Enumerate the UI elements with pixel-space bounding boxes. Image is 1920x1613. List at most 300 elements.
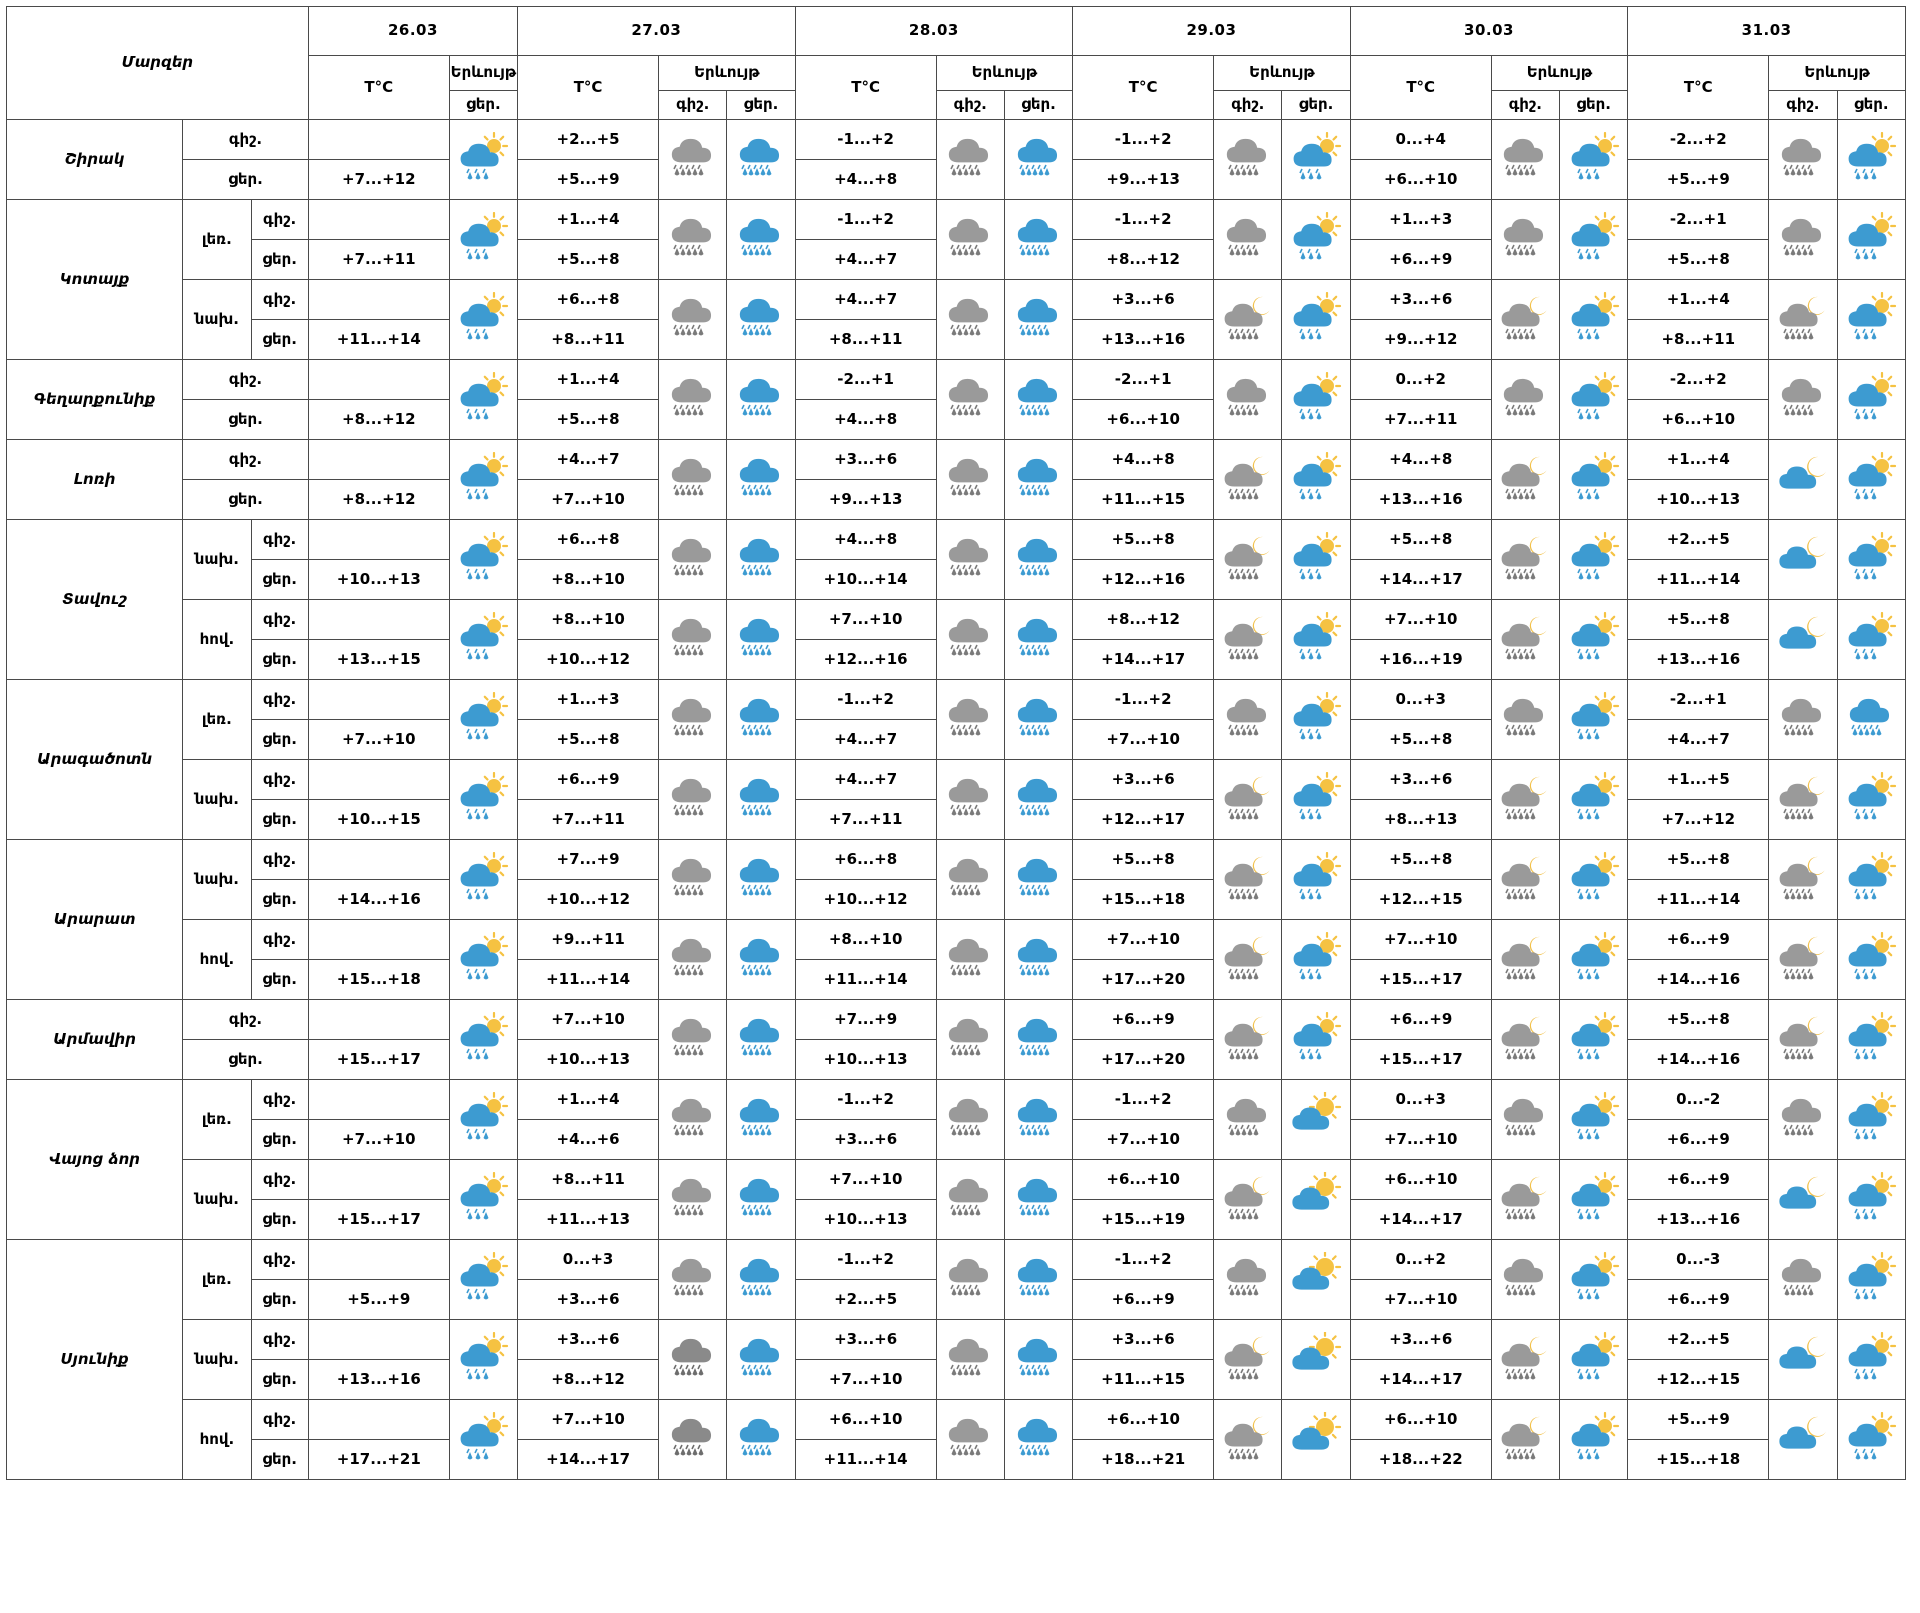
temp-cell: +8...+11	[518, 1160, 659, 1200]
moon-cloud-rain-icon	[1214, 841, 1281, 919]
sun-cloud-rain-icon	[1560, 601, 1627, 679]
weather-icon-cell-day	[1559, 920, 1627, 1000]
temp-cell: +7...+12	[308, 160, 449, 200]
weather-icon-cell	[449, 680, 517, 760]
temp-cell: +14...+16	[308, 880, 449, 920]
temp-cell: +4...+7	[795, 240, 936, 280]
temp-cell: +12...+16	[1073, 560, 1214, 600]
day-label: ցեր.	[251, 880, 308, 920]
temp-cell	[308, 1080, 449, 1120]
weather-icon-cell-day	[1004, 200, 1072, 280]
table-row	[7, 600, 1906, 640]
day-label: ցեր.	[251, 560, 308, 600]
weather-icon-cell-day	[1282, 1080, 1350, 1160]
cloud-rain-icon	[1492, 1241, 1559, 1319]
temp-cell	[308, 440, 449, 480]
cloud-rain-icon	[937, 921, 1004, 999]
day-label: ցեր.	[251, 320, 308, 360]
moon-cloud-rain-icon	[1214, 1401, 1281, 1479]
temp-cell: -2...+1	[1628, 680, 1769, 720]
cloud-rain-icon	[937, 1081, 1004, 1159]
temp-cell: +4...+6	[518, 1120, 659, 1160]
temp-cell: +15...+18	[1628, 1440, 1769, 1480]
weather-icon-cell-night	[1214, 120, 1282, 200]
weather-icon-cell-night	[1214, 600, 1282, 680]
temp-cell: 0...+2	[1350, 360, 1491, 400]
table-row	[7, 840, 1906, 880]
cloud-rain-dark-icon	[659, 1321, 726, 1399]
weather-icon-cell-night	[1491, 1000, 1559, 1080]
moon-cloud-rain-icon	[1214, 521, 1281, 599]
sun-cloud-sunny-icon	[1282, 1401, 1349, 1479]
temp-cell: +15...+19	[1073, 1200, 1214, 1240]
sun-cloud-rain-icon	[1560, 761, 1627, 839]
temp-cell: +4...+8	[795, 400, 936, 440]
weather-icon-cell-night	[1491, 360, 1559, 440]
night-label: գիշ.	[251, 280, 308, 320]
temp-cell: +14...+17	[1350, 1360, 1491, 1400]
night-label: գիշ.	[251, 920, 308, 960]
cloud-rain-blue-icon	[727, 601, 794, 679]
cloud-rain-icon	[937, 1161, 1004, 1239]
temp-cell: 0...+3	[518, 1240, 659, 1280]
temp-cell: +5...+9	[1628, 160, 1769, 200]
weather-icon-cell-night	[659, 840, 727, 920]
moon-cloud-rain-icon	[1492, 281, 1559, 359]
weather-icon-cell-night	[1491, 680, 1559, 760]
header-day-label-4: ցեր.	[1559, 91, 1627, 120]
temp-cell: +7...+10	[1350, 1280, 1491, 1320]
weather-icon-cell-day	[1282, 680, 1350, 760]
cloud-rain-icon	[659, 761, 726, 839]
region-name: Սյունիք	[7, 1240, 183, 1480]
weather-icon-cell-day	[1004, 1400, 1072, 1480]
weather-icon-cell-day	[1004, 440, 1072, 520]
weather-icon-cell-night	[936, 840, 1004, 920]
moon-cloud-rain-icon	[1492, 1321, 1559, 1399]
temp-cell: +13...+15	[308, 640, 449, 680]
weather-icon-cell-day	[1837, 360, 1905, 440]
night-label: գիշ.	[251, 200, 308, 240]
night-label: գիշ.	[251, 1320, 308, 1360]
night-label: գիշ.	[251, 520, 308, 560]
cloud-rain-blue-icon	[727, 441, 794, 519]
weather-icon-cell-day	[727, 680, 795, 760]
temp-cell	[308, 1240, 449, 1280]
temp-cell: +5...+8	[518, 400, 659, 440]
cloud-rain-icon	[937, 1001, 1004, 1079]
cloud-rain-dark-icon	[659, 1401, 726, 1479]
weather-icon-cell-day	[1004, 1160, 1072, 1240]
sun-cloud-rain-icon	[450, 441, 517, 519]
weather-icon-cell-day	[1837, 1080, 1905, 1160]
temp-cell: +7...+10	[518, 1400, 659, 1440]
weather-icon-cell-night	[1769, 760, 1837, 840]
temp-cell: +6...+8	[518, 280, 659, 320]
weather-icon-cell-night	[659, 920, 727, 1000]
temp-cell: +15...+17	[308, 1040, 449, 1080]
weather-icon-cell-night	[936, 1320, 1004, 1400]
header-night-label-5: գիշ.	[1769, 91, 1837, 120]
cloud-rain-icon	[937, 1401, 1004, 1479]
sun-cloud-rain-icon	[450, 201, 517, 279]
day-label: ցեր.	[251, 960, 308, 1000]
table-row	[7, 760, 1906, 800]
weather-icon-cell-night	[1769, 1400, 1837, 1480]
table-row	[7, 120, 1906, 160]
temp-cell: +12...+15	[1350, 880, 1491, 920]
temp-cell: +5...+9	[1628, 1400, 1769, 1440]
weather-icon-cell-day	[1282, 1240, 1350, 1320]
temp-cell: +7...+10	[795, 1160, 936, 1200]
temp-cell: +4...+8	[795, 520, 936, 560]
sun-cloud-sunny-icon	[1282, 1081, 1349, 1159]
header-row-days	[7, 7, 1906, 56]
temp-cell: +4...+8	[1350, 440, 1491, 480]
cloud-rain-icon	[1214, 1081, 1281, 1159]
table-row	[7, 440, 1906, 480]
temp-cell: +7...+10	[308, 1120, 449, 1160]
temp-cell: +8...+12	[1073, 600, 1214, 640]
temp-cell: +10...+13	[518, 1040, 659, 1080]
cloud-rain-icon	[1492, 361, 1559, 439]
weather-icon-cell-night	[936, 280, 1004, 360]
weather-icon-cell	[449, 600, 517, 680]
temp-cell	[308, 1160, 449, 1200]
weather-icon-cell	[449, 120, 517, 200]
weather-icon-cell-night	[1214, 1320, 1282, 1400]
sun-cloud-rain-icon	[1838, 1241, 1905, 1319]
header-temp-4: T°C	[1350, 56, 1491, 120]
sun-cloud-rain-icon	[1282, 1001, 1349, 1079]
temp-cell: +8...+11	[1628, 320, 1769, 360]
day-label: ցեր.	[251, 720, 308, 760]
weather-icon-cell-day	[1004, 120, 1072, 200]
cloud-rain-icon	[1492, 1081, 1559, 1159]
temp-cell: +6...+9	[1628, 1160, 1769, 1200]
temp-cell: +2...+5	[1628, 520, 1769, 560]
temp-cell: +5...+8	[1073, 840, 1214, 880]
weather-icon-cell-night	[1491, 200, 1559, 280]
cloud-rain-blue-icon	[727, 1241, 794, 1319]
sun-cloud-rain-icon	[1560, 281, 1627, 359]
temp-cell: -1...+2	[1073, 200, 1214, 240]
table-row	[7, 1320, 1906, 1360]
temp-cell: +7...+10	[1073, 920, 1214, 960]
temp-cell: +6...+9	[1628, 1120, 1769, 1160]
weather-icon-cell-night	[936, 440, 1004, 520]
temp-cell: -1...+2	[795, 680, 936, 720]
weather-icon-cell-night	[659, 520, 727, 600]
temp-cell: 0...+3	[1350, 680, 1491, 720]
temp-cell: +8...+11	[518, 320, 659, 360]
header-temp-5: T°C	[1628, 56, 1769, 120]
weather-icon-cell-day	[1282, 200, 1350, 280]
header-regions: Մարզեր	[7, 7, 309, 120]
temp-cell: -1...+2	[795, 1080, 936, 1120]
cloud-rain-blue-icon	[1005, 921, 1072, 999]
weather-icon-cell-day	[1282, 120, 1350, 200]
cloud-rain-blue-icon	[1005, 281, 1072, 359]
table-row	[7, 1400, 1906, 1440]
weather-icon-cell-day	[1004, 600, 1072, 680]
cloud-rain-icon	[659, 1161, 726, 1239]
temp-cell: +2...+5	[518, 120, 659, 160]
temp-cell: +1...+4	[518, 200, 659, 240]
night-label: գիշ.	[251, 840, 308, 880]
cloud-rain-icon	[1214, 1241, 1281, 1319]
weather-icon-cell-day	[1004, 360, 1072, 440]
night-label: գիշ.	[251, 600, 308, 640]
weather-icon-cell-night	[1769, 520, 1837, 600]
weather-icon-cell-day	[1282, 840, 1350, 920]
temp-cell: +14...+16	[1628, 960, 1769, 1000]
moon-cloud-icon	[1769, 601, 1836, 679]
temp-cell: -2...+2	[1628, 120, 1769, 160]
sun-cloud-rain-icon	[450, 601, 517, 679]
cloud-rain-icon	[659, 441, 726, 519]
cloud-rain-blue-icon	[727, 841, 794, 919]
weather-icon-cell-night	[659, 600, 727, 680]
weather-icon-cell-day	[1837, 440, 1905, 520]
weather-icon-cell-day	[1837, 1320, 1905, 1400]
temp-cell: +9...+13	[1073, 160, 1214, 200]
sun-cloud-rain-icon	[1560, 441, 1627, 519]
weather-icon-cell-night	[659, 200, 727, 280]
cloud-rain-blue-icon	[1005, 841, 1072, 919]
moon-cloud-rain-icon	[1492, 1161, 1559, 1239]
temp-cell: +13...+16	[1073, 320, 1214, 360]
cloud-rain-blue-icon	[727, 681, 794, 759]
temp-cell: +8...+11	[795, 320, 936, 360]
temp-cell: +6...+8	[518, 520, 659, 560]
cloud-rain-blue-icon	[727, 1321, 794, 1399]
weather-icon-cell-night	[1214, 1240, 1282, 1320]
sun-cloud-rain-icon	[1282, 761, 1349, 839]
weather-icon-cell-day	[1559, 1000, 1627, 1080]
weather-icon-cell-night	[659, 1400, 727, 1480]
weather-icon-cell-night	[1769, 1320, 1837, 1400]
temp-cell: +5...+8	[518, 240, 659, 280]
temp-cell: +7...+11	[308, 240, 449, 280]
weather-icon-cell	[449, 1320, 517, 1400]
sub-region-label: լեռ.	[183, 1240, 251, 1320]
temp-cell: +5...+8	[1628, 840, 1769, 880]
sun-cloud-rain-icon	[1838, 201, 1905, 279]
cloud-rain-blue-icon	[1005, 761, 1072, 839]
temp-cell	[308, 760, 449, 800]
temp-cell: +11...+14	[308, 320, 449, 360]
weather-icon-cell-day	[727, 840, 795, 920]
temp-cell: +14...+17	[1350, 560, 1491, 600]
weather-icon-cell-night	[1491, 840, 1559, 920]
moon-cloud-rain-icon	[1769, 761, 1836, 839]
weather-icon-cell	[449, 1000, 517, 1080]
header-night-label-2: գիշ.	[936, 91, 1004, 120]
sun-cloud-rain-icon	[1838, 441, 1905, 519]
cloud-rain-blue-icon	[727, 1001, 794, 1079]
temp-cell: +5...+9	[518, 160, 659, 200]
sun-cloud-rain-icon	[1560, 1241, 1627, 1319]
header-night-label-3: գիշ.	[1214, 91, 1282, 120]
temp-cell: +2...+5	[795, 1280, 936, 1320]
temp-cell: +18...+22	[1350, 1440, 1491, 1480]
sun-cloud-rain-icon	[1838, 281, 1905, 359]
cloud-rain-blue-icon	[727, 201, 794, 279]
cloud-rain-icon	[659, 521, 726, 599]
moon-cloud-rain-icon	[1769, 281, 1836, 359]
moon-cloud-rain-icon	[1214, 1161, 1281, 1239]
temp-cell: +5...+8	[1350, 520, 1491, 560]
temp-cell: -1...+2	[795, 120, 936, 160]
temp-cell: +14...+16	[1628, 1040, 1769, 1080]
table-row	[7, 680, 1906, 720]
weather-icon-cell-day	[1837, 840, 1905, 920]
temp-cell: +7...+11	[1350, 400, 1491, 440]
weather-icon-cell-night	[1214, 360, 1282, 440]
temp-cell: -2...+2	[1628, 360, 1769, 400]
temp-cell: +7...+10	[1350, 600, 1491, 640]
weather-icon-cell-day	[727, 200, 795, 280]
weather-icon-cell	[449, 200, 517, 280]
temp-cell: +7...+10	[1350, 920, 1491, 960]
sun-cloud-rain-icon	[450, 1241, 517, 1319]
cloud-rain-blue-icon	[1005, 1321, 1072, 1399]
sun-cloud-rain-icon	[1282, 841, 1349, 919]
weather-icon-cell	[449, 920, 517, 1000]
sun-cloud-rain-icon	[1560, 1321, 1627, 1399]
weather-icon-cell-night	[659, 760, 727, 840]
cloud-rain-icon	[1492, 201, 1559, 279]
moon-cloud-rain-icon	[1214, 921, 1281, 999]
temp-cell: +13...+16	[1628, 640, 1769, 680]
weather-icon-cell-night	[1214, 840, 1282, 920]
weather-icon-cell-day	[1559, 200, 1627, 280]
cloud-rain-icon	[937, 1321, 1004, 1399]
temp-cell: -1...+2	[1073, 1080, 1214, 1120]
cloud-rain-icon	[937, 201, 1004, 279]
cloud-rain-icon	[1214, 361, 1281, 439]
weather-icon-cell-day	[727, 1080, 795, 1160]
sun-cloud-rain-icon	[1838, 841, 1905, 919]
temp-cell: +7...+11	[518, 800, 659, 840]
moon-cloud-icon	[1769, 521, 1836, 599]
weather-icon-cell-day	[1559, 1160, 1627, 1240]
sun-cloud-rain-icon	[1282, 121, 1349, 199]
temp-cell: 0...+2	[1350, 1240, 1491, 1280]
cloud-rain-icon	[937, 761, 1004, 839]
temp-cell: +3...+6	[1073, 1320, 1214, 1360]
cloud-rain-icon	[937, 681, 1004, 759]
table-row	[7, 280, 1906, 320]
weather-icon-cell-night	[936, 1400, 1004, 1480]
sun-cloud-rain-icon	[450, 1161, 517, 1239]
sun-cloud-rain-icon	[450, 521, 517, 599]
cloud-rain-blue-icon	[727, 521, 794, 599]
weather-icon-cell-night	[659, 1000, 727, 1080]
header-day-label-0: ցեր.	[449, 91, 517, 120]
forecast-table	[6, 6, 1906, 1480]
temp-cell	[308, 200, 449, 240]
temp-cell: +6...+10	[795, 1400, 936, 1440]
table-header	[7, 7, 1906, 120]
header-temp-3: T°C	[1073, 56, 1214, 120]
weather-icon-cell	[449, 520, 517, 600]
night-label: գիշ.	[183, 440, 309, 480]
day-label: ցեր.	[251, 1440, 308, 1480]
temp-cell: +7...+12	[1628, 800, 1769, 840]
cloud-rain-icon	[1214, 681, 1281, 759]
day-label: ցեր.	[183, 400, 309, 440]
header-sky-4: Երևույթ	[1491, 56, 1628, 91]
temp-cell: +7...+10	[1073, 720, 1214, 760]
sub-region-label: լեռ.	[183, 680, 251, 760]
cloud-rain-icon	[659, 681, 726, 759]
temp-cell: +10...+13	[795, 1040, 936, 1080]
weather-icon-cell-day	[1559, 280, 1627, 360]
header-sky-0: Երևույթ	[449, 56, 517, 91]
cloud-rain-blue-icon	[1005, 121, 1072, 199]
temp-cell: +10...+15	[308, 800, 449, 840]
weather-icon-cell-night	[936, 600, 1004, 680]
weather-icon-cell-night	[1769, 200, 1837, 280]
weather-icon-cell	[449, 440, 517, 520]
temp-cell: -2...+1	[1073, 360, 1214, 400]
temp-cell: 0...-3	[1628, 1240, 1769, 1280]
weather-icon-cell-day	[1559, 760, 1627, 840]
temp-cell: +15...+17	[308, 1200, 449, 1240]
temp-cell	[308, 1000, 449, 1040]
weather-icon-cell-day	[1559, 1400, 1627, 1480]
weather-icon-cell-night	[1769, 120, 1837, 200]
temp-cell: +8...+13	[1350, 800, 1491, 840]
temp-cell: +7...+11	[795, 800, 936, 840]
weather-icon-cell-day	[1837, 1160, 1905, 1240]
sun-cloud-rain-icon	[450, 1401, 517, 1479]
table-row	[7, 520, 1906, 560]
weather-icon-cell	[449, 1240, 517, 1320]
cloud-rain-icon	[659, 201, 726, 279]
temp-cell	[308, 920, 449, 960]
temp-cell: +8...+12	[308, 480, 449, 520]
temp-cell: +1...+4	[518, 360, 659, 400]
sub-region-label: նախ.	[183, 520, 251, 600]
temp-cell: +4...+8	[1073, 440, 1214, 480]
temp-cell: +6...+9	[1628, 1280, 1769, 1320]
weather-icon-cell	[449, 1400, 517, 1480]
cloud-rain-icon	[937, 1241, 1004, 1319]
weather-icon-cell-day	[727, 520, 795, 600]
moon-cloud-rain-icon	[1492, 921, 1559, 999]
sub-region-label: հով.	[183, 600, 251, 680]
temp-cell: -1...+2	[1073, 120, 1214, 160]
night-label: գիշ.	[251, 680, 308, 720]
sun-cloud-rain-icon	[450, 121, 517, 199]
weather-icon-cell-night	[1214, 680, 1282, 760]
temp-cell: +12...+16	[795, 640, 936, 680]
sun-cloud-rain-icon	[1838, 601, 1905, 679]
header-day-5: 31.03	[1628, 7, 1906, 56]
day-label: ցեր.	[183, 160, 309, 200]
header-temp-1: T°C	[518, 56, 659, 120]
temp-cell: +3...+6	[795, 440, 936, 480]
weather-icon-cell-night	[1491, 1240, 1559, 1320]
day-label: ցեր.	[251, 1360, 308, 1400]
temp-cell: +4...+7	[1628, 720, 1769, 760]
weather-icon-cell-night	[936, 120, 1004, 200]
weather-icon-cell-day	[727, 600, 795, 680]
cloud-rain-icon	[937, 841, 1004, 919]
